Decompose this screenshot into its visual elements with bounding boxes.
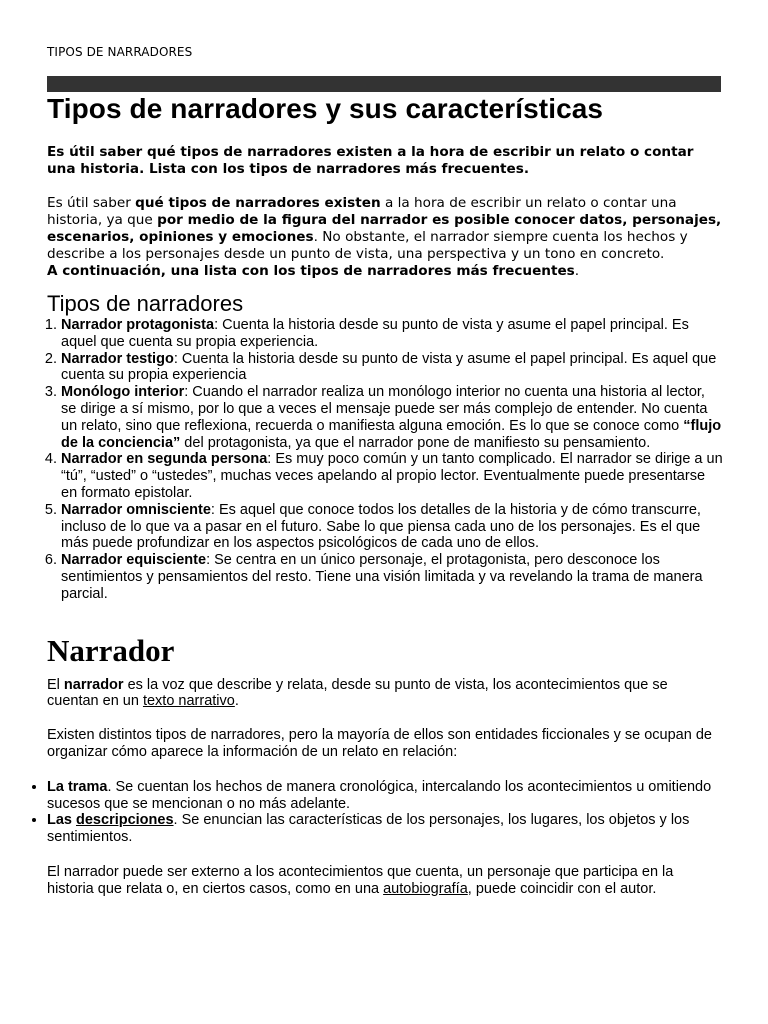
intro-text: . No obstante, el narrador siempre cuenta los hechos y describe a los personajes desde un punto de vista, una perspectiva y un tono en concreto. [47, 229, 688, 262]
texto-narrativo-link[interactable]: texto narrativo [142, 693, 235, 710]
bullet-text: . Se enuncian las características de los personajes, los lugares, los objetos y los sentimientos. [47, 812, 690, 846]
narrator-types-list [47, 317, 723, 603]
body-text: El [47, 676, 64, 693]
body-text: es la voz que describe y relata, desde su punto de vista, los acontecimientos que se cuentan en un [47, 676, 668, 710]
closing-paragraph [47, 864, 723, 898]
intro-text: a la hora de escribir un relato o contar una historia, ya que [47, 195, 677, 228]
list-item [61, 451, 723, 501]
list-item [61, 384, 723, 451]
list-item [61, 502, 723, 552]
section-title: Tipos de narradores [47, 291, 244, 316]
type-description: : Es muy poco común y un tanto complicado. El narrador se dirige a un “tú”, “usted” o “ustedes”, muchas veces apelando al propio lector. Eventualmente puede presentarse en formato epistolar. [61, 451, 723, 501]
bullet-bold: La trama [47, 778, 108, 795]
list-item [47, 812, 723, 846]
bullet-bold [47, 812, 174, 828]
body-text: , puede coincidir con el autor. [467, 880, 657, 897]
narrador-heading: Narrador [47, 632, 175, 668]
type-name: Narrador en segunda persona [61, 451, 268, 468]
type-description: : Cuando el narrador realiza un monólogo interior no cuenta una historia al lector, se dirige a sí mismo, por lo que a veces el mensaje puede ser más complejo de entender. No cuenta un relato, sino que reflexiona, recuerda o manifiesta alguna emoción. Es lo que se conoce como [61, 384, 708, 434]
autobiografia-link[interactable]: autobiografía [383, 880, 468, 897]
type-description: del protagonista, ya que el narrador pone de manifiesto su pensamiento. [180, 434, 651, 451]
type-name: Narrador equisciente [61, 552, 207, 569]
intro-bold: por medio de la figura del narrador es posible conocer datos, personajes, escenarios, opiniones y emociones [47, 212, 722, 245]
intro-bold: A continuación, una lista con los tipos de narradores más frecuentes [47, 263, 575, 279]
intro-text: Es útil saber [47, 195, 136, 211]
list-item [61, 351, 723, 385]
list-item [47, 779, 723, 813]
descripciones-link[interactable]: descripciones [76, 812, 174, 829]
narrador-definition [47, 677, 723, 711]
type-description: : Es aquel que conoce todos los detalles de la historia y de cómo transcurre, incluso de lo que va a pasar en el futuro. Sabe lo que piensa cada uno de los personajes. Es el que más puede profundizar en los aspectos psicológicos de cada uno de ellos. [61, 501, 701, 552]
page-title: Tipos de narradores y sus características [47, 93, 604, 124]
list-item [61, 317, 723, 351]
body-bold: narrador [63, 676, 124, 693]
intro-bold: qué tipos de narradores existen [135, 195, 381, 211]
intro-text: . [574, 263, 580, 279]
type-name: Narrador protagonista [61, 317, 215, 333]
running-header: TIPOS DE NARRADORES [47, 45, 193, 59]
type-description: : Se centra en un único personaje, el protagonista, pero desconoce los sentimientos y pensamientos del resto. Tiene una visión limitada y va revelando la trama de manera parcial. [61, 552, 703, 602]
bullet-text: . Se cuentan los hechos de manera cronológica, intercalando los acontecimientos u omitiendo sucesos que se mencionan o no más adelante. [47, 778, 712, 812]
narrador-paragraph: Existen distintos tipos de narradores, pero la mayoría de ellos son entidades ficcionales y se ocupan de organizar cómo aparece la información de un relato en relación: [47, 727, 712, 760]
narrador-bullets [22, 779, 723, 846]
type-emphasis: “flujo de la conciencia” [61, 417, 722, 451]
type-name: Monólogo interior [61, 384, 185, 401]
body-text: . [234, 693, 239, 710]
type-description: : Cuenta la historia desde su punto de vista y asume el papel principal. Es aquel que cuenta su propia experiencia. [61, 317, 689, 350]
type-description: : Cuenta la historia desde su punto de vista y asume el papel principal. Es aquel que cuenta su propia experiencia [61, 350, 717, 384]
bullet-bold-text: Las [47, 812, 77, 829]
article [47, 90, 723, 898]
type-name: Narrador testigo [61, 350, 174, 367]
body-text: El narrador puede ser externo a los acontecimientos que cuenta, un personaje que participa en la historia que relata o, en ciertos casos, como en una [47, 863, 674, 897]
lead-paragraph: Es útil saber qué tipos de narradores existen a la hora de escribir un relato o contar una historia. Lista con los tipos de narradores más frecuentes. [47, 144, 694, 177]
intro-paragraph [47, 195, 723, 280]
type-name: Narrador omnisciente [61, 501, 211, 518]
list-item [61, 552, 723, 602]
